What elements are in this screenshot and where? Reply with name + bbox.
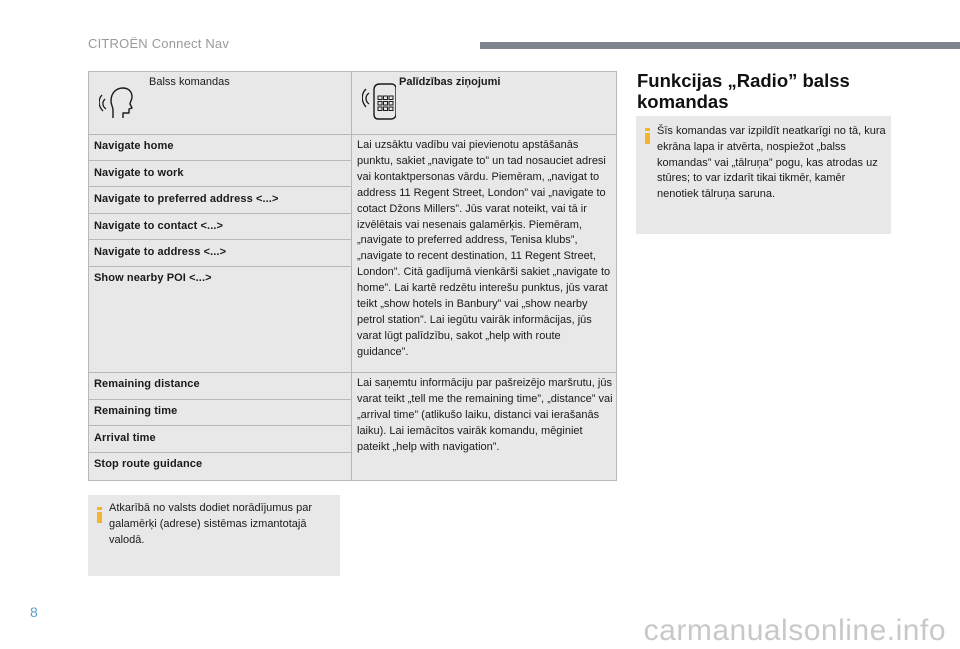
command-navigate-to-work: Navigate to work [94,167,184,179]
row-divider [89,160,351,161]
voice-commands-table [88,71,617,481]
group2-help-message: Lai saņemtu informāciju par pašreizējo maršrutu, jūs varat teikt „tell me the remaining time”, „distance” vai „arrival time” (atlikušo laiku, distanci vai ierašanās laiku). Lai iemācītos vairāk komandu, mēginiet pateikt „help with navigation”. [357,377,613,453]
command-show-nearby-poi: Show nearby POI <...> [94,272,212,284]
table-header-voice-commands [89,72,351,134]
header-bar [480,42,960,49]
command-remaining-time: Remaining time [94,405,178,417]
row-divider [89,186,351,187]
command-stop-route-guidance: Stop route guidance [94,458,203,470]
command-arrival-time: Arrival time [94,432,156,444]
group1-help-message: Lai uzsāktu vadību vai pievienotu apstāšanās punktu, sakiet „navigate to” un tad nosauciet adresi vai kontaktpersonas vārdu. Piemēram, „navigat to address 11 Regent Street, London” vai „navigate to cotact Džons Millers”. Jūs varat noteikt, vai tā ir izvēlētais vai nesenais galamērķis. Piemēram, „navigate to preferred address, Tenisa klubs”, „navigate to recent destination, 11 Regent Street, London”. Citā gadījumā vienkārši sakiet „navigate to home”. Lai kartē redzētu interešu punktus, jūs varat teikt „show hotels in Banbury” vai „show nearby petrol station”. Lai iegūtu vairāk informācijas, jūs varat lūgt palīdzību, sakot „help with route guidance”. [357,139,611,358]
note-destination-language [88,495,340,576]
info-marker-icon [97,507,102,523]
row-divider [89,266,351,267]
section-title: Funkcijas „Radio” balss komandas [637,70,850,112]
command-remaining-distance: Remaining distance [94,378,200,390]
command-navigate-home: Navigate home [94,140,174,152]
row-divider [89,399,351,400]
note-text: Šīs komandas var izpildīt neatkarīgi no tā, kura ekrāna lapa ir atvērta, nospiežot „balss komandas” vai „tālruņa” pogu, kas atrodas uz stūres; to var izdarīt tikai tikmēr, kamēr nenotiek tālruņa saruna. [657,125,886,201]
command-navigate-preferred-address: Navigate to preferred address <...> [94,193,279,205]
command-navigate-to-contact: Navigate to contact <...> [94,220,224,232]
page-number: 8 [30,604,38,620]
row-divider [89,134,616,135]
col1-header: Balss komandas [149,76,230,88]
command-navigate-to-address: Navigate to address <...> [94,246,227,258]
watermark: carmanualsonline.info [643,614,946,647]
note-radio-commands [636,116,891,234]
table-header-help-messages [352,72,616,134]
row-divider [89,372,616,373]
row-divider [89,239,351,240]
note-text: Atkarībā no valsts dodiet norādījumus par galamērķi (adrese) sistēmas izmantotajā valodā. [109,502,313,546]
row-divider [89,425,351,426]
col2-header: Palīdzības ziņojumi [399,76,501,88]
running-header-title: CITROËN Connect Nav [88,36,230,51]
row-divider [89,213,351,214]
row-divider [89,452,351,453]
info-marker-icon [645,128,650,144]
voice-command-icon [99,80,133,120]
phone-keypad-icon [362,80,396,120]
